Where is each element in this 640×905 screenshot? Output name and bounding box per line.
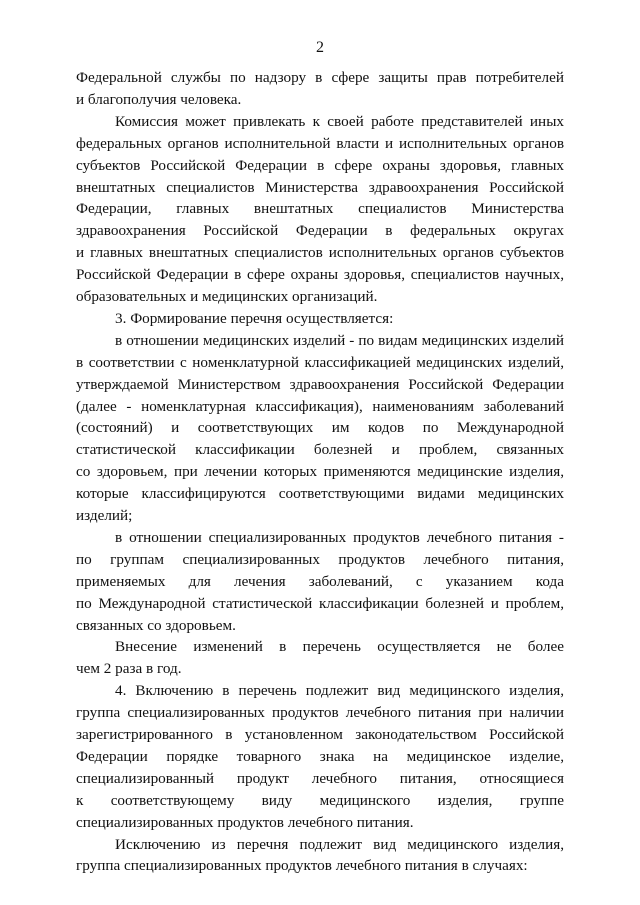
text-line: по Международной статистической классификации болезней и проблем, (76, 594, 564, 612)
text-line: в отношении специализированных продуктов лечебного питания - (115, 528, 564, 546)
text-line: статистической классификации болезней и проблем, связанных (76, 441, 564, 459)
text-line: Федерации, главных внештатных специалистов Министерства (76, 200, 564, 218)
text-line: 4. Включению в перечень подлежит вид медицинского изделия, (115, 682, 564, 700)
text-line: и благополучия человека. (76, 90, 242, 108)
text-line: связанных со здоровьем. (76, 616, 236, 634)
text-line: Комиссия может привлекать к своей работе представителей иных (115, 112, 564, 130)
text-line: 3. Формирование перечня осуществляется: (115, 309, 394, 327)
text-line: (состояний) и соответствующих им кодов по Международной (76, 419, 564, 437)
text-line: со здоровьем, при лечении которых применяются медицинские изделия, (76, 463, 564, 481)
text-line: применяемых для лечения заболеваний, с указанием кода (76, 572, 564, 590)
text-line: образовательных и медицинских организаций. (76, 288, 378, 305)
text-line: специализированный продукт лечебного питания, относящиеся (76, 769, 564, 787)
text-line: в соответствии с номенклатурной классификацией медицинских изделий, (76, 353, 564, 371)
text-line: которые классифицируются соответствующими видами медицинских (76, 485, 564, 503)
text-line: федеральных органов исполнительной власти и исполнительных органов (76, 134, 564, 152)
text-line: утверждаемой Министерством здравоохранения Российской Федерации (76, 375, 564, 393)
text-line: и главных внештатных специалистов исполнительных органов субъектов (76, 244, 564, 262)
text-line: внештатных специалистов Министерства здравоохранения Российской (76, 178, 564, 196)
text-line: Федеральной службы по надзору в сфере защиты прав потребителей (76, 69, 564, 86)
text-line: здравоохранения Российской Федерации в федеральных округах (76, 222, 564, 240)
text-line: группа специализированных продуктов лечебного питания при наличии (76, 704, 564, 722)
text-line: специализированных продуктов лечебного питания. (76, 813, 414, 831)
text-line: группа специализированных продуктов лечебного питания в случаях: (76, 857, 528, 875)
text-line: чем 2 раза в год. (76, 660, 182, 678)
text-line: Федерации порядке товарного знака на медицинское изделие, (76, 747, 564, 765)
text-line: Внесение изменений в перечень осуществляется не более (115, 638, 564, 656)
page-number: 2 (316, 39, 324, 56)
text-line: субъектов Российской Федерации в сфере охраны здоровья, главных (76, 156, 564, 174)
text-line: (далее - номенклатурная классификация), наименованиям заболеваний (76, 397, 564, 415)
text-line: к соответствующему виду медицинского изделия, группе (76, 791, 564, 809)
text-line: в отношении медицинских изделий - по видам медицинских изделий (115, 331, 564, 349)
text-line: Российской Федерации в сфере охраны здоровья, специалистов научных, (76, 266, 564, 284)
text-line: изделий; (76, 507, 133, 524)
text-line: по группам специализированных продуктов лечебного питания, (76, 550, 564, 568)
text-line: Исключению из перечня подлежит вид медицинского изделия, (115, 835, 564, 853)
text-line: зарегистрированного в установленном законодательством Российской (76, 726, 564, 743)
